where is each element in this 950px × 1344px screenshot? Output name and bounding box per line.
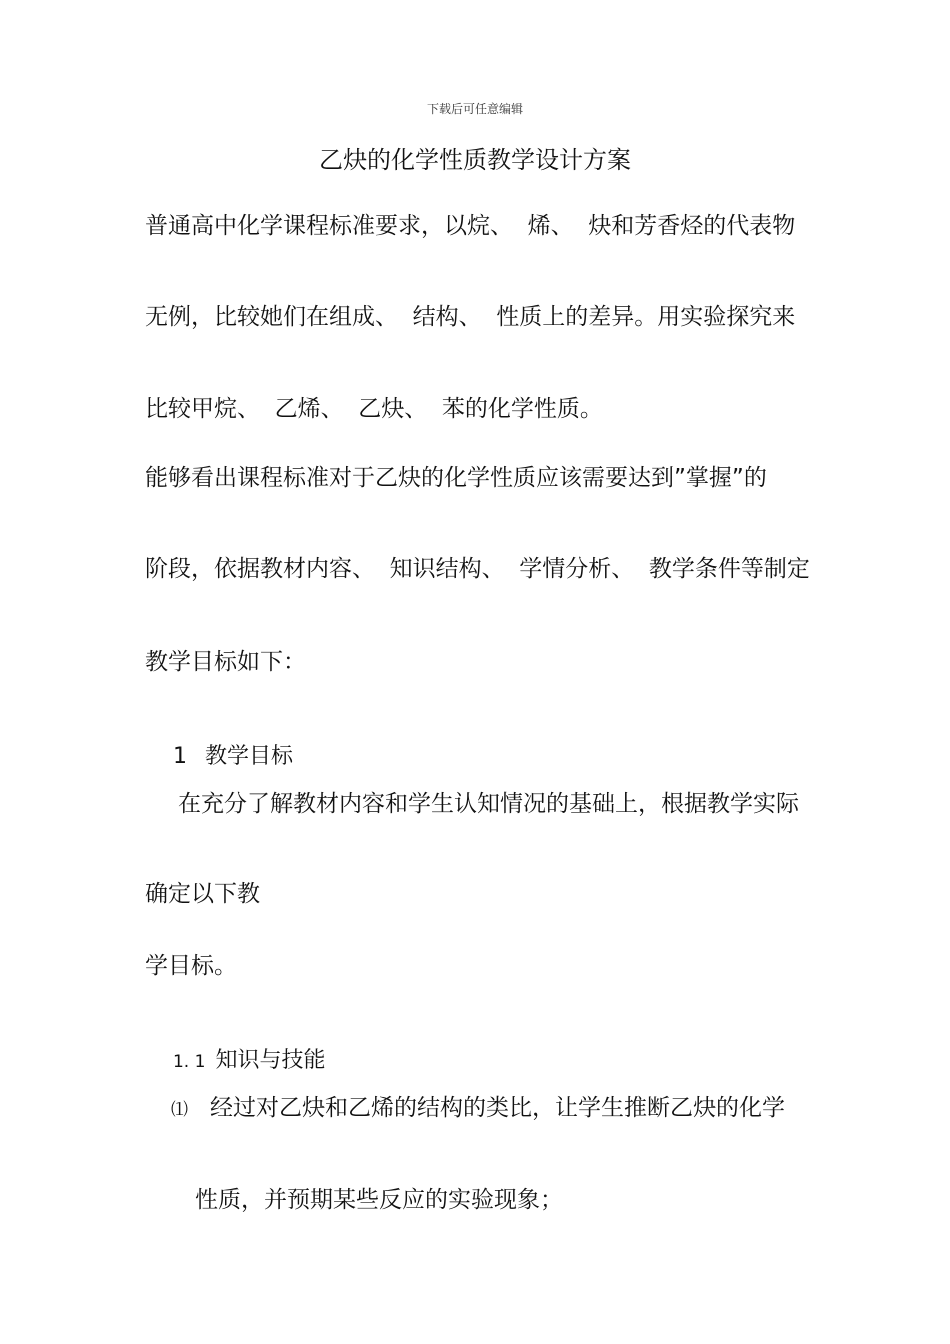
paragraph-line: 在充分了解教材内容和学生认知情况的基础上，根据教学实际 <box>178 791 799 817</box>
list-item-line: 经过对乙炔和乙烯的结构的类比，让学生推断乙炔的化学 <box>210 1095 785 1121</box>
paragraph-line: 能够看出课程标准对于乙炔的化学性质应该需要达到”掌握”的 <box>145 465 767 491</box>
section-number: 1. 1 <box>172 1052 206 1072</box>
document-title: 乙炔的化学性质教学设计方案 <box>319 146 631 174</box>
paragraph-line: 确定以下教 <box>145 881 260 907</box>
section-number: 1 <box>172 744 187 769</box>
paragraph-line: 无例，比较她们在组成、 结构、 性质上的差异。用实验探究来 <box>145 304 796 330</box>
section-title: 教学目标 <box>204 744 293 769</box>
list-item-line: 性质，并预期某些反应的实验现象； <box>195 1187 563 1213</box>
section-heading-1-1 <box>145 1018 325 1099</box>
paragraph-line: 教学目标如下： <box>145 649 306 675</box>
paragraph-line: 学目标。 <box>145 953 237 979</box>
list-item-number: ⑴ <box>171 1100 188 1120</box>
section-heading-1 <box>145 714 293 795</box>
page-header: 下载后可任意编辑 <box>426 102 523 116</box>
paragraph-line: 比较甲烷、 乙烯、 乙炔、 苯的化学性质。 <box>145 396 603 422</box>
paragraph-line: 阶段，依据教材内容、 知识结构、 学情分析、 教学条件等制定 <box>145 556 810 582</box>
section-title: 知识与技能 <box>215 1048 326 1073</box>
paragraph-line: 普通高中化学课程标准要求，以烷、 烯、 炔和芳香烃的代表物 <box>145 213 796 239</box>
